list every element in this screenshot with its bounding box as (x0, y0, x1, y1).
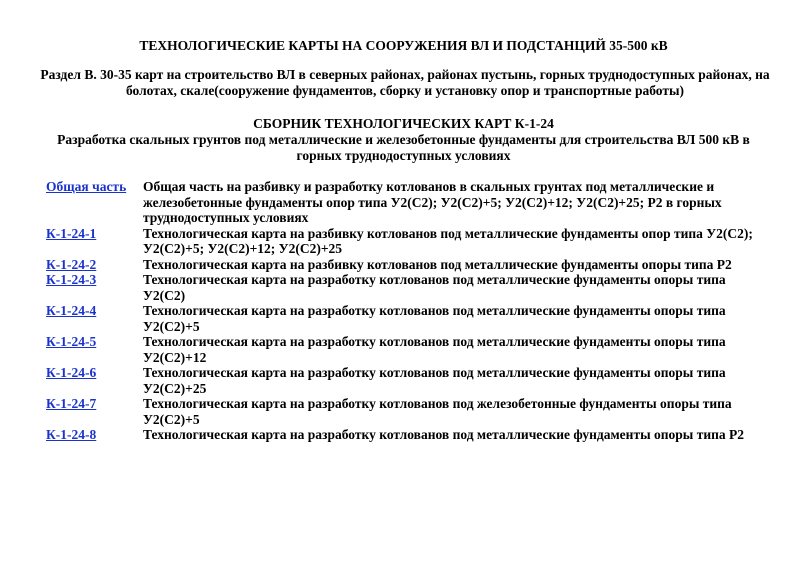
collection-code: СБОРНИК ТЕХНОЛОГИЧЕСКИХ КАРТ К-1-24 (253, 116, 554, 131)
toc-description: Технологическая карта на разбивку котлованов под металлические фундаменты опор типа У2(С2); У2(С2)+5; У2(С2)+12; У2(С2)+25 (143, 225, 753, 256)
toc-row-1 (46, 226, 766, 257)
toc-description: Технологическая карта на разработку котлованов под металлические фундаменты опоры типа У2(С2) (143, 272, 726, 303)
toc-link-k-1-24-3[interactable]: К-1-24-3 (46, 272, 97, 287)
toc-description: Технологическая карта на разработку котлованов под металлические фундаменты опоры типа У2(С2)+12 (143, 334, 726, 365)
toc-row-7 (46, 396, 766, 427)
collection-description: Разработка скальных грунтов под металлические и железобетонные фундаменты для строительства ВЛ 500 кВ в горных труднодоступных условиях (57, 132, 750, 163)
toc-link-k-1-24-1[interactable]: К-1-24-1 (46, 225, 97, 241)
toc-link-k-1-24-4[interactable]: К-1-24-4 (46, 303, 97, 318)
toc-description: Технологическая карта на разбивку котлованов под металлические фундаменты опоры типа Р2 (143, 256, 732, 272)
toc-link-k-1-24-6[interactable]: К-1-24-6 (46, 365, 97, 380)
toc-link-k-1-24-7[interactable]: К-1-24-7 (46, 396, 97, 411)
document-title: ТЕХНОЛОГИЧЕСКИЕ КАРТЫ НА СООРУЖЕНИЯ ВЛ И ПОДСТАНЦИЙ 35-500 кВ (139, 38, 668, 53)
toc-row-5 (46, 334, 766, 365)
toc-list (46, 179, 766, 443)
toc-row-3 (46, 272, 766, 303)
toc-row-6 (46, 365, 766, 396)
toc-link-k-1-24-8[interactable]: К-1-24-8 (46, 427, 97, 442)
toc-row-2 (46, 257, 766, 273)
toc-row-general (46, 179, 766, 226)
toc-description: Технологическая карта на разработку котлованов под металлические фундаменты опоры типа У2(С2)+25 (143, 365, 726, 396)
toc-description: Общая часть на разбивку и разработку котлованов в скальных грунтах под металлические и железобетонные фундаменты опор типа У2(С2); У2(С2)+5; У2(С2)+12; У2(С2)+25; Р2 в горных труднодоступных условиях (143, 179, 722, 225)
toc-description: Технологическая карта на разработку котлованов под металлические фундаменты опоры типа Р2 (143, 427, 745, 442)
toc-link-k-1-24-2[interactable]: К-1-24-2 (46, 256, 97, 272)
toc-link-general[interactable]: Общая часть (46, 179, 127, 194)
toc-row-4 (46, 303, 766, 334)
toc-link-k-1-24-5[interactable]: К-1-24-5 (46, 334, 97, 349)
toc-description: Технологическая карта на разработку котлованов под железобетонные фундаменты опоры типа У2(С2)+5 (143, 396, 732, 427)
toc-row-8 (46, 427, 766, 443)
toc-description: Технологическая карта на разработку котлованов под металлические фундаменты опоры типа У2(С2)+5 (143, 303, 726, 334)
section-heading: Раздел В. 30-35 карт на строительство ВЛ в северных районах, районах пустынь, горных труднодоступных районах, на болотах, скале(сооружение фундаментов, сборку и установку опор и транспортные работы) (40, 67, 770, 98)
